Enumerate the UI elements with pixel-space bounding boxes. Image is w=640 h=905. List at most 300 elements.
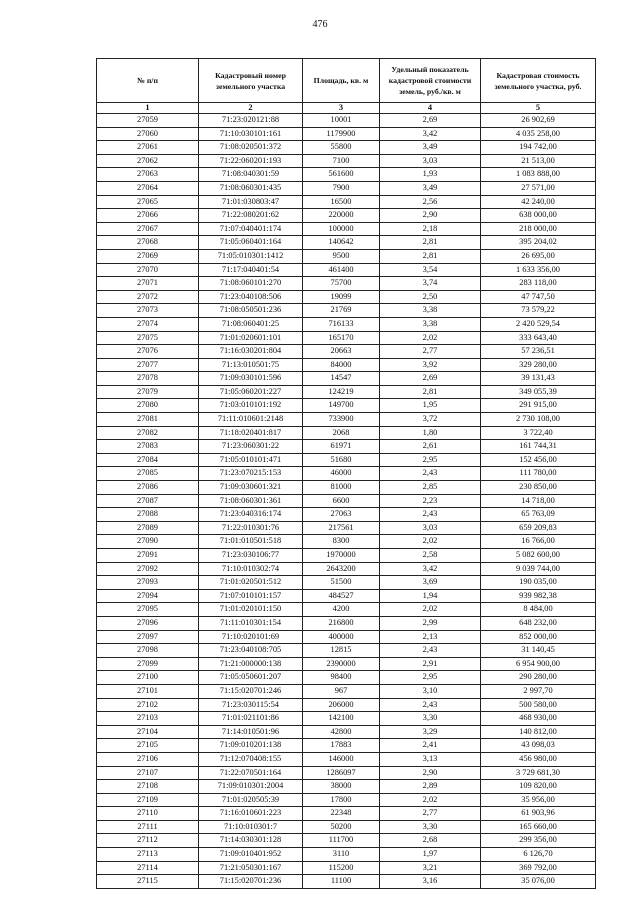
table-row (97, 290, 596, 304)
cadastral-number-cell: 71:07:040401:174 (199, 222, 303, 236)
area-cell: 220000 (303, 209, 380, 223)
area-cell: 20663 (303, 345, 380, 359)
cadastral-number-cell: 71:01:020601:101 (199, 331, 303, 345)
area-cell: 2390000 (303, 657, 380, 671)
cadastral-value-cell: 190 035,00 (481, 576, 596, 590)
area-cell: 146000 (303, 752, 380, 766)
cadastral-value-cell: 291 915,00 (481, 399, 596, 413)
cadastral-value-cell: 2 730 108,00 (481, 413, 596, 427)
area-cell: 55800 (303, 141, 380, 155)
cadastral-value-cell: 638 000,00 (481, 209, 596, 223)
area-cell: 1286097 (303, 766, 380, 780)
specific-value-cell: 2,43 (380, 644, 481, 658)
row-number-cell: 27085 (97, 467, 199, 481)
table-row (97, 426, 596, 440)
specific-value-cell: 2,81 (380, 249, 481, 263)
header-row (97, 59, 596, 103)
cadastral-value-cell: 852 000,00 (481, 630, 596, 644)
specific-value-cell: 2,81 (380, 385, 481, 399)
area-cell: 100000 (303, 222, 380, 236)
cadastral-value-cell: 140 812,00 (481, 725, 596, 739)
specific-value-cell: 2,02 (380, 793, 481, 807)
row-number-cell: 27074 (97, 317, 199, 331)
specific-value-cell: 2,69 (380, 372, 481, 386)
row-number-cell: 27115 (97, 875, 199, 889)
cadastral-number-cell: 71:13:010501:75 (199, 358, 303, 372)
area-cell: 4200 (303, 603, 380, 617)
table-row (97, 209, 596, 223)
area-cell: 1179900 (303, 127, 380, 141)
cadastral-number-cell: 71:11:010301:154 (199, 616, 303, 630)
row-number-cell: 27075 (97, 331, 199, 345)
table-row (97, 277, 596, 291)
cadastral-value-cell: 4 035 258,00 (481, 127, 596, 141)
specific-value-cell: 2,02 (380, 603, 481, 617)
column-number: 1 (97, 103, 199, 114)
specific-value-cell: 2,89 (380, 780, 481, 794)
header-cadastral-value: Кадастровая стоимость земельного участка, руб. (481, 59, 596, 103)
row-number-cell: 27087 (97, 494, 199, 508)
cadastral-number-cell: 71:16:030201:804 (199, 345, 303, 359)
specific-value-cell: 2,99 (380, 616, 481, 630)
cadastral-value-cell: 26 902,69 (481, 114, 596, 128)
header-cadastral-number: Кадастровый номер земельного участка (199, 59, 303, 103)
specific-value-cell: 3,10 (380, 684, 481, 698)
table-row (97, 752, 596, 766)
table-row (97, 725, 596, 739)
table-row (97, 807, 596, 821)
cadastral-number-cell: 71:05:050601:207 (199, 671, 303, 685)
table-row (97, 549, 596, 563)
table-row (97, 521, 596, 535)
specific-value-cell: 2,68 (380, 834, 481, 848)
table-row (97, 236, 596, 250)
row-number-cell: 27076 (97, 345, 199, 359)
table-header (97, 59, 596, 114)
area-cell: 140642 (303, 236, 380, 250)
cadastral-value-cell: 1 083 888,00 (481, 168, 596, 182)
row-number-cell: 27097 (97, 630, 199, 644)
row-number-cell: 27098 (97, 644, 199, 658)
row-number-cell: 27082 (97, 426, 199, 440)
cadastral-number-cell: 71:15:020701:246 (199, 684, 303, 698)
cadastral-value-cell: 57 236,51 (481, 345, 596, 359)
area-cell: 124219 (303, 385, 380, 399)
cadastral-value-cell: 3 722,40 (481, 426, 596, 440)
table-row (97, 494, 596, 508)
specific-value-cell: 1,93 (380, 168, 481, 182)
specific-value-cell: 2,95 (380, 453, 481, 467)
specific-value-cell: 3,49 (380, 141, 481, 155)
cadastral-value-cell: 329 280,00 (481, 358, 596, 372)
table-row (97, 304, 596, 318)
cadastral-number-cell: 71:23:040108:506 (199, 290, 303, 304)
row-number-cell: 27081 (97, 413, 199, 427)
header-area: Площадь, кв. м (303, 59, 380, 103)
cadastral-value-cell: 369 792,00 (481, 861, 596, 875)
cadastral-value-cell: 230 850,00 (481, 481, 596, 495)
cadastral-number-cell: 71:05:060201:227 (199, 385, 303, 399)
cadastral-number-cell: 71:16:010601:223 (199, 807, 303, 821)
row-number-cell: 27063 (97, 168, 199, 182)
area-cell: 27063 (303, 508, 380, 522)
row-number-cell: 27072 (97, 290, 199, 304)
table-row (97, 793, 596, 807)
page-number: 476 (312, 19, 328, 30)
cadastral-number-cell: 71:01:020101:150 (199, 603, 303, 617)
cadastral-value-cell: 5 082 600,00 (481, 549, 596, 563)
cadastral-value-cell: 73 579,22 (481, 304, 596, 318)
specific-value-cell: 3,54 (380, 263, 481, 277)
area-cell: 2643200 (303, 562, 380, 576)
row-number-cell: 27114 (97, 861, 199, 875)
cadastral-value-cell: 395 204,02 (481, 236, 596, 250)
cadastral-value-cell: 26 695,00 (481, 249, 596, 263)
table-row (97, 780, 596, 794)
cadastral-value-cell: 290 280,00 (481, 671, 596, 685)
row-number-cell: 27109 (97, 793, 199, 807)
cadastral-number-cell: 71:10:010302:74 (199, 562, 303, 576)
table-row (97, 399, 596, 413)
cadastral-value-cell: 939 982,38 (481, 589, 596, 603)
cadastral-number-cell: 71:10:030101:161 (199, 127, 303, 141)
specific-value-cell: 2,02 (380, 331, 481, 345)
cadastral-value-cell: 35 956,00 (481, 793, 596, 807)
specific-value-cell: 2,02 (380, 535, 481, 549)
specific-value-cell: 2,18 (380, 222, 481, 236)
specific-value-cell: 2,61 (380, 440, 481, 454)
specific-value-cell: 2,43 (380, 467, 481, 481)
cadastral-number-cell: 71:09:010401:952 (199, 848, 303, 862)
table-row (97, 195, 596, 209)
row-number-cell: 27067 (97, 222, 199, 236)
table-row (97, 453, 596, 467)
area-cell: 46000 (303, 467, 380, 481)
area-cell: 10001 (303, 114, 380, 128)
cadastral-number-cell: 71:23:030115:54 (199, 698, 303, 712)
cadastral-value-cell: 3 729 681,30 (481, 766, 596, 780)
specific-value-cell: 2,56 (380, 195, 481, 209)
area-cell: 16500 (303, 195, 380, 209)
cadastral-value-cell: 111 780,00 (481, 467, 596, 481)
row-number-cell: 27062 (97, 154, 199, 168)
area-cell: 1970000 (303, 549, 380, 563)
table-row (97, 168, 596, 182)
cadastral-number-cell: 71:14:030301:128 (199, 834, 303, 848)
specific-value-cell: 2,81 (380, 236, 481, 250)
row-number-cell: 27086 (97, 481, 199, 495)
row-number-cell: 27106 (97, 752, 199, 766)
table-row (97, 154, 596, 168)
column-number-row (97, 103, 596, 114)
cadastral-number-cell: 71:05:060401:164 (199, 236, 303, 250)
specific-value-cell: 3,29 (380, 725, 481, 739)
table-row (97, 508, 596, 522)
row-number-cell: 27107 (97, 766, 199, 780)
cadastral-number-cell: 71:17:040401:54 (199, 263, 303, 277)
cadastral-number-cell: 71:14:010501:96 (199, 725, 303, 739)
cadastral-number-cell: 71:09:010301:2004 (199, 780, 303, 794)
table-row (97, 481, 596, 495)
table-row (97, 848, 596, 862)
specific-value-cell: 2,43 (380, 508, 481, 522)
table-row (97, 372, 596, 386)
area-cell: 8300 (303, 535, 380, 549)
table-row (97, 562, 596, 576)
table-row (97, 576, 596, 590)
row-number-cell: 27078 (97, 372, 199, 386)
table-row (97, 820, 596, 834)
row-number-cell: 27089 (97, 521, 199, 535)
table-row (97, 440, 596, 454)
table-row (97, 875, 596, 889)
area-cell: 2068 (303, 426, 380, 440)
cadastral-number-cell: 71:23:020121:88 (199, 114, 303, 128)
cadastral-value-cell: 14 718,00 (481, 494, 596, 508)
cadastral-value-cell: 659 209,83 (481, 521, 596, 535)
cadastral-number-cell: 71:09:030601:321 (199, 481, 303, 495)
cadastral-value-cell: 6 126,70 (481, 848, 596, 862)
area-cell: 217561 (303, 521, 380, 535)
table-row (97, 127, 596, 141)
specific-value-cell: 3,16 (380, 875, 481, 889)
cadastral-number-cell: 71:08:050501:236 (199, 304, 303, 318)
row-number-cell: 27105 (97, 739, 199, 753)
cadastral-number-cell: 71:03:010101:192 (199, 399, 303, 413)
cadastral-value-cell: 161 744,31 (481, 440, 596, 454)
row-number-cell: 27064 (97, 181, 199, 195)
cadastral-value-cell: 16 766,00 (481, 535, 596, 549)
column-number: 3 (303, 103, 380, 114)
cadastral-number-cell: 71:05:010301:1412 (199, 249, 303, 263)
cadastral-number-cell: 71:09:030101:596 (199, 372, 303, 386)
table-row (97, 834, 596, 848)
cadastral-value-table (96, 58, 596, 889)
area-cell: 400000 (303, 630, 380, 644)
area-cell: 165170 (303, 331, 380, 345)
specific-value-cell: 2,77 (380, 345, 481, 359)
cadastral-number-cell: 71:08:040301:59 (199, 168, 303, 182)
cadastral-number-cell: 71:05:010101:471 (199, 453, 303, 467)
table-row (97, 603, 596, 617)
table-row (97, 644, 596, 658)
cadastral-number-cell: 71:07:010101:157 (199, 589, 303, 603)
row-number-cell: 27068 (97, 236, 199, 250)
cadastral-value-cell: 61 903,96 (481, 807, 596, 821)
cadastral-value-cell: 218 000,00 (481, 222, 596, 236)
specific-value-cell: 3,03 (380, 521, 481, 535)
cadastral-value-cell: 2 420 529,54 (481, 317, 596, 331)
specific-value-cell: 3,30 (380, 712, 481, 726)
area-cell: 50200 (303, 820, 380, 834)
cadastral-number-cell: 71:21:050301:167 (199, 861, 303, 875)
cadastral-value-cell: 8 484,00 (481, 603, 596, 617)
specific-value-cell: 2,95 (380, 671, 481, 685)
cadastral-value-cell: 299 356,00 (481, 834, 596, 848)
specific-value-cell: 2,13 (380, 630, 481, 644)
cadastral-number-cell: 71:08:020501:372 (199, 141, 303, 155)
cadastral-value-cell: 349 055,39 (481, 385, 596, 399)
area-cell: 84000 (303, 358, 380, 372)
specific-value-cell: 2,69 (380, 114, 481, 128)
row-number-cell: 27060 (97, 127, 199, 141)
area-cell: 98400 (303, 671, 380, 685)
specific-value-cell: 2,90 (380, 209, 481, 223)
area-cell: 6600 (303, 494, 380, 508)
table-row (97, 671, 596, 685)
cadastral-value-cell: 9 039 744,00 (481, 562, 596, 576)
area-cell: 733900 (303, 413, 380, 427)
cadastral-value-cell: 65 763,09 (481, 508, 596, 522)
row-number-cell: 27090 (97, 535, 199, 549)
table-row (97, 331, 596, 345)
area-cell: 21769 (303, 304, 380, 318)
area-cell: 142100 (303, 712, 380, 726)
specific-value-cell: 3,13 (380, 752, 481, 766)
cadastral-value-cell: 39 131,43 (481, 372, 596, 386)
table-row (97, 589, 596, 603)
area-cell: 14547 (303, 372, 380, 386)
cadastral-value-cell: 165 660,00 (481, 820, 596, 834)
cadastral-value-cell: 1 633 356,00 (481, 263, 596, 277)
specific-value-cell: 3,74 (380, 277, 481, 291)
cadastral-value-cell: 283 118,00 (481, 277, 596, 291)
header-row-number: № п/п (97, 59, 199, 103)
cadastral-number-cell: 71:22:060201:193 (199, 154, 303, 168)
area-cell: 61971 (303, 440, 380, 454)
cadastral-value-cell: 42 240,00 (481, 195, 596, 209)
row-number-cell: 27100 (97, 671, 199, 685)
specific-value-cell: 2,43 (380, 698, 481, 712)
cadastral-number-cell: 71:21:000000:138 (199, 657, 303, 671)
cadastral-number-cell: 71:23:060301:22 (199, 440, 303, 454)
cadastral-number-cell: 71:01:021101:86 (199, 712, 303, 726)
specific-value-cell: 2,58 (380, 549, 481, 563)
area-cell: 7900 (303, 181, 380, 195)
table-row (97, 249, 596, 263)
row-number-cell: 27094 (97, 589, 199, 603)
area-cell: 461400 (303, 263, 380, 277)
table-row (97, 141, 596, 155)
area-cell: 3110 (303, 848, 380, 862)
cadastral-number-cell: 71:15:020701:236 (199, 875, 303, 889)
cadastral-number-cell: 71:23:040316:174 (199, 508, 303, 522)
cadastral-number-cell: 71:09:010201:138 (199, 739, 303, 753)
cadastral-number-cell: 71:12:070408:155 (199, 752, 303, 766)
cadastral-value-cell: 47 747,50 (481, 290, 596, 304)
cadastral-value-cell: 500 580,00 (481, 698, 596, 712)
cadastral-number-cell: 71:22:080201:62 (199, 209, 303, 223)
header-specific-value: Удельный показатель кадастровой стоимости земель, руб./кв. м (380, 59, 481, 103)
area-cell: 17800 (303, 793, 380, 807)
table-row (97, 739, 596, 753)
area-cell: 111700 (303, 834, 380, 848)
table-row (97, 345, 596, 359)
cadastral-number-cell: 71:10:020101:69 (199, 630, 303, 644)
cadastral-number-cell: 71:08:060101:270 (199, 277, 303, 291)
area-cell: 216800 (303, 616, 380, 630)
row-number-cell: 27070 (97, 263, 199, 277)
specific-value-cell: 3,69 (380, 576, 481, 590)
row-number-cell: 27065 (97, 195, 199, 209)
row-number-cell: 27088 (97, 508, 199, 522)
specific-value-cell: 3,38 (380, 304, 481, 318)
table-row (97, 467, 596, 481)
row-number-cell: 27092 (97, 562, 199, 576)
table-row (97, 413, 596, 427)
row-number-cell: 27099 (97, 657, 199, 671)
cadastral-number-cell: 71:01:030803:47 (199, 195, 303, 209)
cadastral-number-cell: 71:18:020401:817 (199, 426, 303, 440)
specific-value-cell: 3,42 (380, 127, 481, 141)
area-cell: 81000 (303, 481, 380, 495)
row-number-cell: 27069 (97, 249, 199, 263)
table-row (97, 317, 596, 331)
specific-value-cell: 1,94 (380, 589, 481, 603)
area-cell: 561600 (303, 168, 380, 182)
area-cell: 716133 (303, 317, 380, 331)
table-row (97, 698, 596, 712)
area-cell: 38000 (303, 780, 380, 794)
specific-value-cell: 2,77 (380, 807, 481, 821)
area-cell: 51680 (303, 453, 380, 467)
table-row (97, 263, 596, 277)
cadastral-value-cell: 31 140,45 (481, 644, 596, 658)
cadastral-value-cell: 43 098,03 (481, 739, 596, 753)
row-number-cell: 27102 (97, 698, 199, 712)
row-number-cell: 27091 (97, 549, 199, 563)
row-number-cell: 27101 (97, 684, 199, 698)
cadastral-value-cell: 648 232,00 (481, 616, 596, 630)
table-row (97, 616, 596, 630)
area-cell: 149700 (303, 399, 380, 413)
cadastral-number-cell: 71:01:020501:512 (199, 576, 303, 590)
area-cell: 115200 (303, 861, 380, 875)
cadastral-number-cell: 71:08:060401:25 (199, 317, 303, 331)
specific-value-cell: 3,72 (380, 413, 481, 427)
cadastral-number-cell: 71:22:010301:76 (199, 521, 303, 535)
cadastral-value-cell: 27 571,00 (481, 181, 596, 195)
cadastral-number-cell: 71:08:060301:361 (199, 494, 303, 508)
row-number-cell: 27113 (97, 848, 199, 862)
specific-value-cell: 1,80 (380, 426, 481, 440)
cadastral-number-cell: 71:01:020505:39 (199, 793, 303, 807)
table-body (97, 114, 596, 889)
area-cell: 51500 (303, 576, 380, 590)
area-cell: 42800 (303, 725, 380, 739)
row-number-cell: 27061 (97, 141, 199, 155)
row-number-cell: 27111 (97, 820, 199, 834)
row-number-cell: 27093 (97, 576, 199, 590)
specific-value-cell: 2,91 (380, 657, 481, 671)
specific-value-cell: 1,97 (380, 848, 481, 862)
cadastral-number-cell: 71:23:070215:153 (199, 467, 303, 481)
column-number: 4 (380, 103, 481, 114)
row-number-cell: 27071 (97, 277, 199, 291)
specific-value-cell: 3,38 (380, 317, 481, 331)
row-number-cell: 27110 (97, 807, 199, 821)
cadastral-value-cell: 2 997,70 (481, 684, 596, 698)
cadastral-value-cell: 468 930,00 (481, 712, 596, 726)
row-number-cell: 27084 (97, 453, 199, 467)
specific-value-cell: 3,92 (380, 358, 481, 372)
column-number: 2 (199, 103, 303, 114)
row-number-cell: 27073 (97, 304, 199, 318)
specific-value-cell: 1,95 (380, 399, 481, 413)
area-cell: 19099 (303, 290, 380, 304)
specific-value-cell: 2,23 (380, 494, 481, 508)
cadastral-value-cell: 21 513,00 (481, 154, 596, 168)
